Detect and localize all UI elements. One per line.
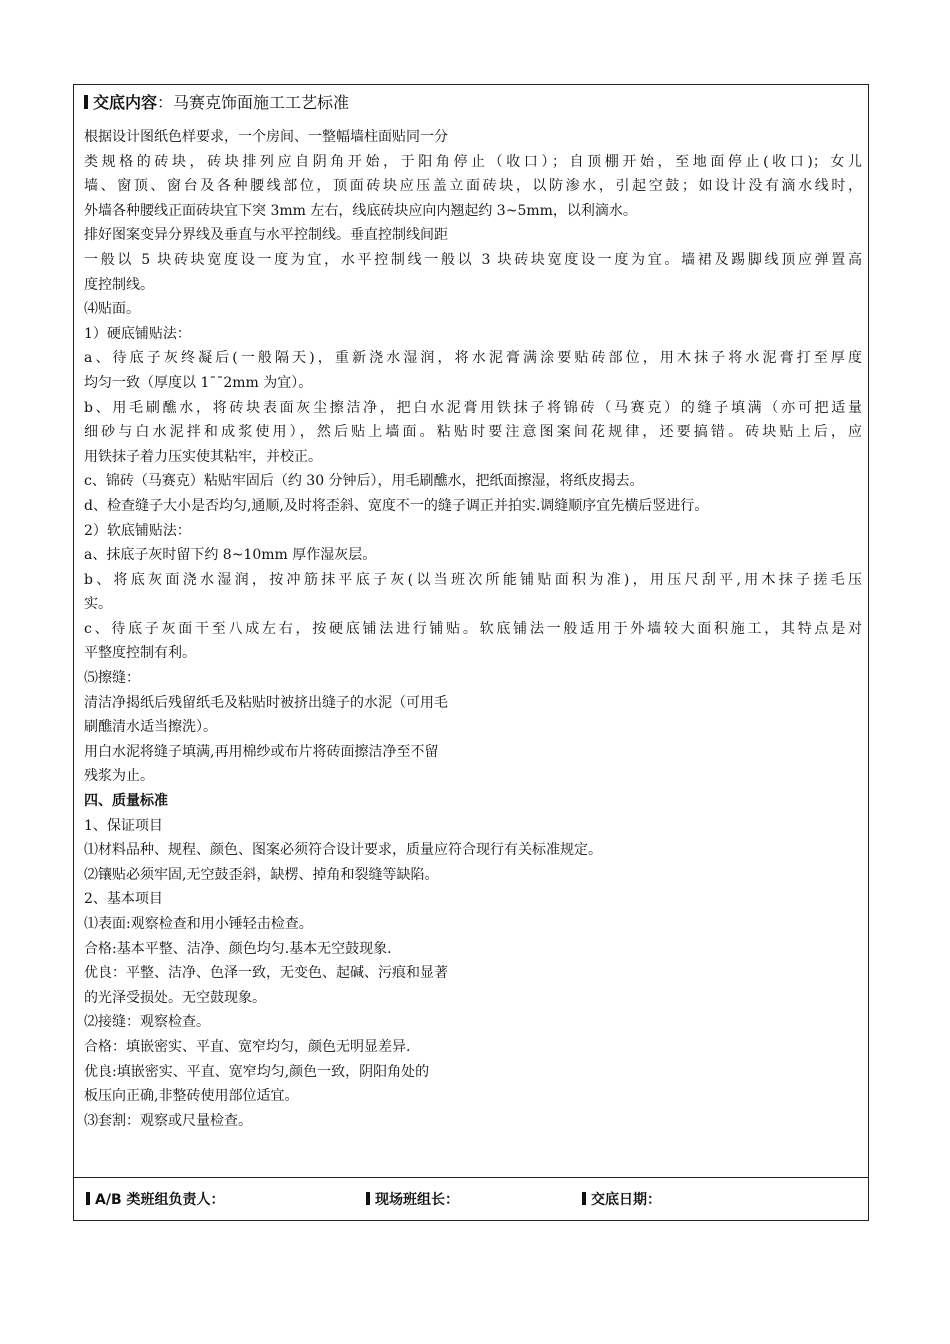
text-line: 根据设计图纸色样要求，一个房间、一整幅墙柱面贴同一分 bbox=[84, 129, 448, 145]
header-marker bbox=[84, 95, 88, 109]
text-line: b、将底灰面浇水湿润，按冲筋抹平底子灰(以当班次所能铺贴面积为准)，用压尺刮平,用木抹子搓毛压 bbox=[84, 571, 862, 588]
text-line: ⑶套割：观察或尺量检查。 bbox=[84, 1112, 252, 1129]
text-line: 2、基本项目 bbox=[84, 891, 163, 908]
footer-date-label: 交底日期： bbox=[591, 1192, 661, 1208]
header-separator: ： bbox=[157, 93, 174, 112]
footer-site-leader-field bbox=[366, 1190, 459, 1210]
text-line: 墙、窗顶、窗台及各种腰线部位，顶面砖块应压盖立面砖块，以防渗水，引起空鼓；如设计没有滴水线时， bbox=[84, 178, 862, 195]
text-line: ⑵镶贴必须牢固,无空鼓歪斜，缺楞、掉角和裂缝等缺陷。 bbox=[84, 866, 439, 883]
text-line: 合格：填嵌密实、平直、宽窄均匀，颜色无明显差异. bbox=[84, 1038, 411, 1055]
text-line: 用铁抹子着力压实使其粘牢，并校正。 bbox=[84, 448, 322, 465]
text-line: ⑴材料品种、规程、颜色、图案必须符合设计要求，质量应符合现行有关标准规定。 bbox=[84, 842, 602, 859]
text-line: d、检查缝子大小是否均匀,通顺,及时将歪斜、宽度不一的缝子调正并拍实.调缝顺序宜先横后竖进行。 bbox=[84, 497, 709, 514]
footer-marker bbox=[86, 1192, 90, 1205]
text-line: 刷醮清水适当擦洗）。 bbox=[84, 719, 217, 736]
document-body bbox=[84, 125, 862, 1133]
text-line: 细砂与白水泥拌和成浆使用），然后贴上墙面。粘贴时要注意图案间花规律，还要搞错。砖块贴上后，应 bbox=[84, 424, 862, 441]
text-line: 度控制线。 bbox=[84, 276, 154, 293]
text-line: 类规格的砖块，砖块排列应自阴角开始，于阳角停止（收口）；自顶棚开始，至地面停止(收口)；女儿 bbox=[84, 153, 862, 170]
text-line: 优良：平整、洁净、色泽一致，无变色、起碱、污痕和显著 bbox=[84, 965, 448, 982]
header-title: 马赛克饰面施工工艺标准 bbox=[173, 93, 350, 112]
text-line: 平整度控制有利。 bbox=[84, 645, 196, 662]
text-line: a、抹底子灰时留下约 8~10mm 厚作湿灰层。 bbox=[84, 547, 377, 564]
text-line: 用白水泥将缝子填满,再用棉纱或布片将砖面擦洁净至不留 bbox=[84, 743, 439, 760]
text-line: 的光泽受损处。无空鼓现象。 bbox=[84, 989, 266, 1006]
footer-marker bbox=[582, 1192, 586, 1205]
footer-marker bbox=[366, 1192, 370, 1205]
text-line: 外墙各种腰线正面砖块宜下突 3mm 左右，线底砖块应向内翘起约 3~5mm，以利滴水。 bbox=[84, 202, 637, 219]
text-line: 一般以 5 块砖块宽度设一度为宜，水平控制线一般以 3 块砖块宽度设一度为宜。墙裙及踢脚线顶应弹置高 bbox=[84, 251, 862, 268]
footer-date-field bbox=[582, 1190, 661, 1210]
footer-leader-label: A/B 类班组负责人： bbox=[95, 1192, 225, 1208]
text-line: 板压向正确,非整砖使用部位适宜。 bbox=[84, 1088, 299, 1105]
text-line: c、待底子灰面干至八成左右，按硬底铺法进行铺贴。软底铺法一般适用于外墙较大面积施工，其特点是对 bbox=[84, 620, 862, 637]
text-line: 1、保证项目 bbox=[84, 817, 163, 834]
text-line: 合格:基本平整、洁净、颜色均匀.基本无空鼓现象. bbox=[84, 940, 392, 957]
text-line: 清洁净揭纸后残留纸毛及粘贴时被挤出缝子的水泥（可用毛 bbox=[84, 694, 448, 711]
text-line: 残浆为止。 bbox=[84, 768, 154, 785]
text-line: ⑸擦缝： bbox=[84, 670, 140, 687]
footer-divider bbox=[74, 1177, 868, 1178]
text-line: 排好图案变异分界线及垂直与水平控制线。垂直控制线间距 bbox=[84, 227, 448, 244]
text-line: 均匀一致（厚度以 1¯¯2mm 为宜）。 bbox=[84, 374, 313, 391]
document-frame bbox=[73, 84, 869, 1221]
text-line: ⑴表面:观察检查和用小锤轻击检查。 bbox=[84, 916, 313, 932]
header-label: 交底内容 bbox=[93, 93, 158, 112]
section-heading: 四、质量标准 bbox=[84, 793, 168, 810]
footer-leader-field bbox=[86, 1190, 225, 1210]
text-line: 1）硬底铺贴法： bbox=[84, 325, 191, 342]
text-line: 实。 bbox=[84, 596, 112, 613]
text-line: ⑷贴面。 bbox=[84, 301, 140, 318]
text-line: a、待底子灰终凝后(一般隔天)，重新浇水湿润，将水泥膏满涂要贴砖部位，用木抹子将水泥膏打至厚度 bbox=[84, 350, 862, 367]
text-line: b、用毛刷醮水，将砖块表面灰尘擦洁净，把白水泥膏用铁抹子将锦砖（马赛克）的缝子填满（亦可把适量 bbox=[84, 399, 862, 416]
text-line: 优良:填嵌密实、平直、宽窄均匀,颜色一致，阴阳角处的 bbox=[84, 1063, 430, 1080]
text-line: 2）软底铺贴法： bbox=[84, 522, 191, 539]
footer-site-leader-label: 现场班组长： bbox=[375, 1192, 459, 1208]
text-line: ⑵接缝：观察检查。 bbox=[84, 1014, 210, 1031]
text-line: c、锦砖（马赛克）粘贴牢固后（约 30 分钟后），用毛刷醮水，把纸面擦湿，将纸皮揭去。 bbox=[84, 473, 644, 490]
section-header bbox=[84, 89, 349, 117]
